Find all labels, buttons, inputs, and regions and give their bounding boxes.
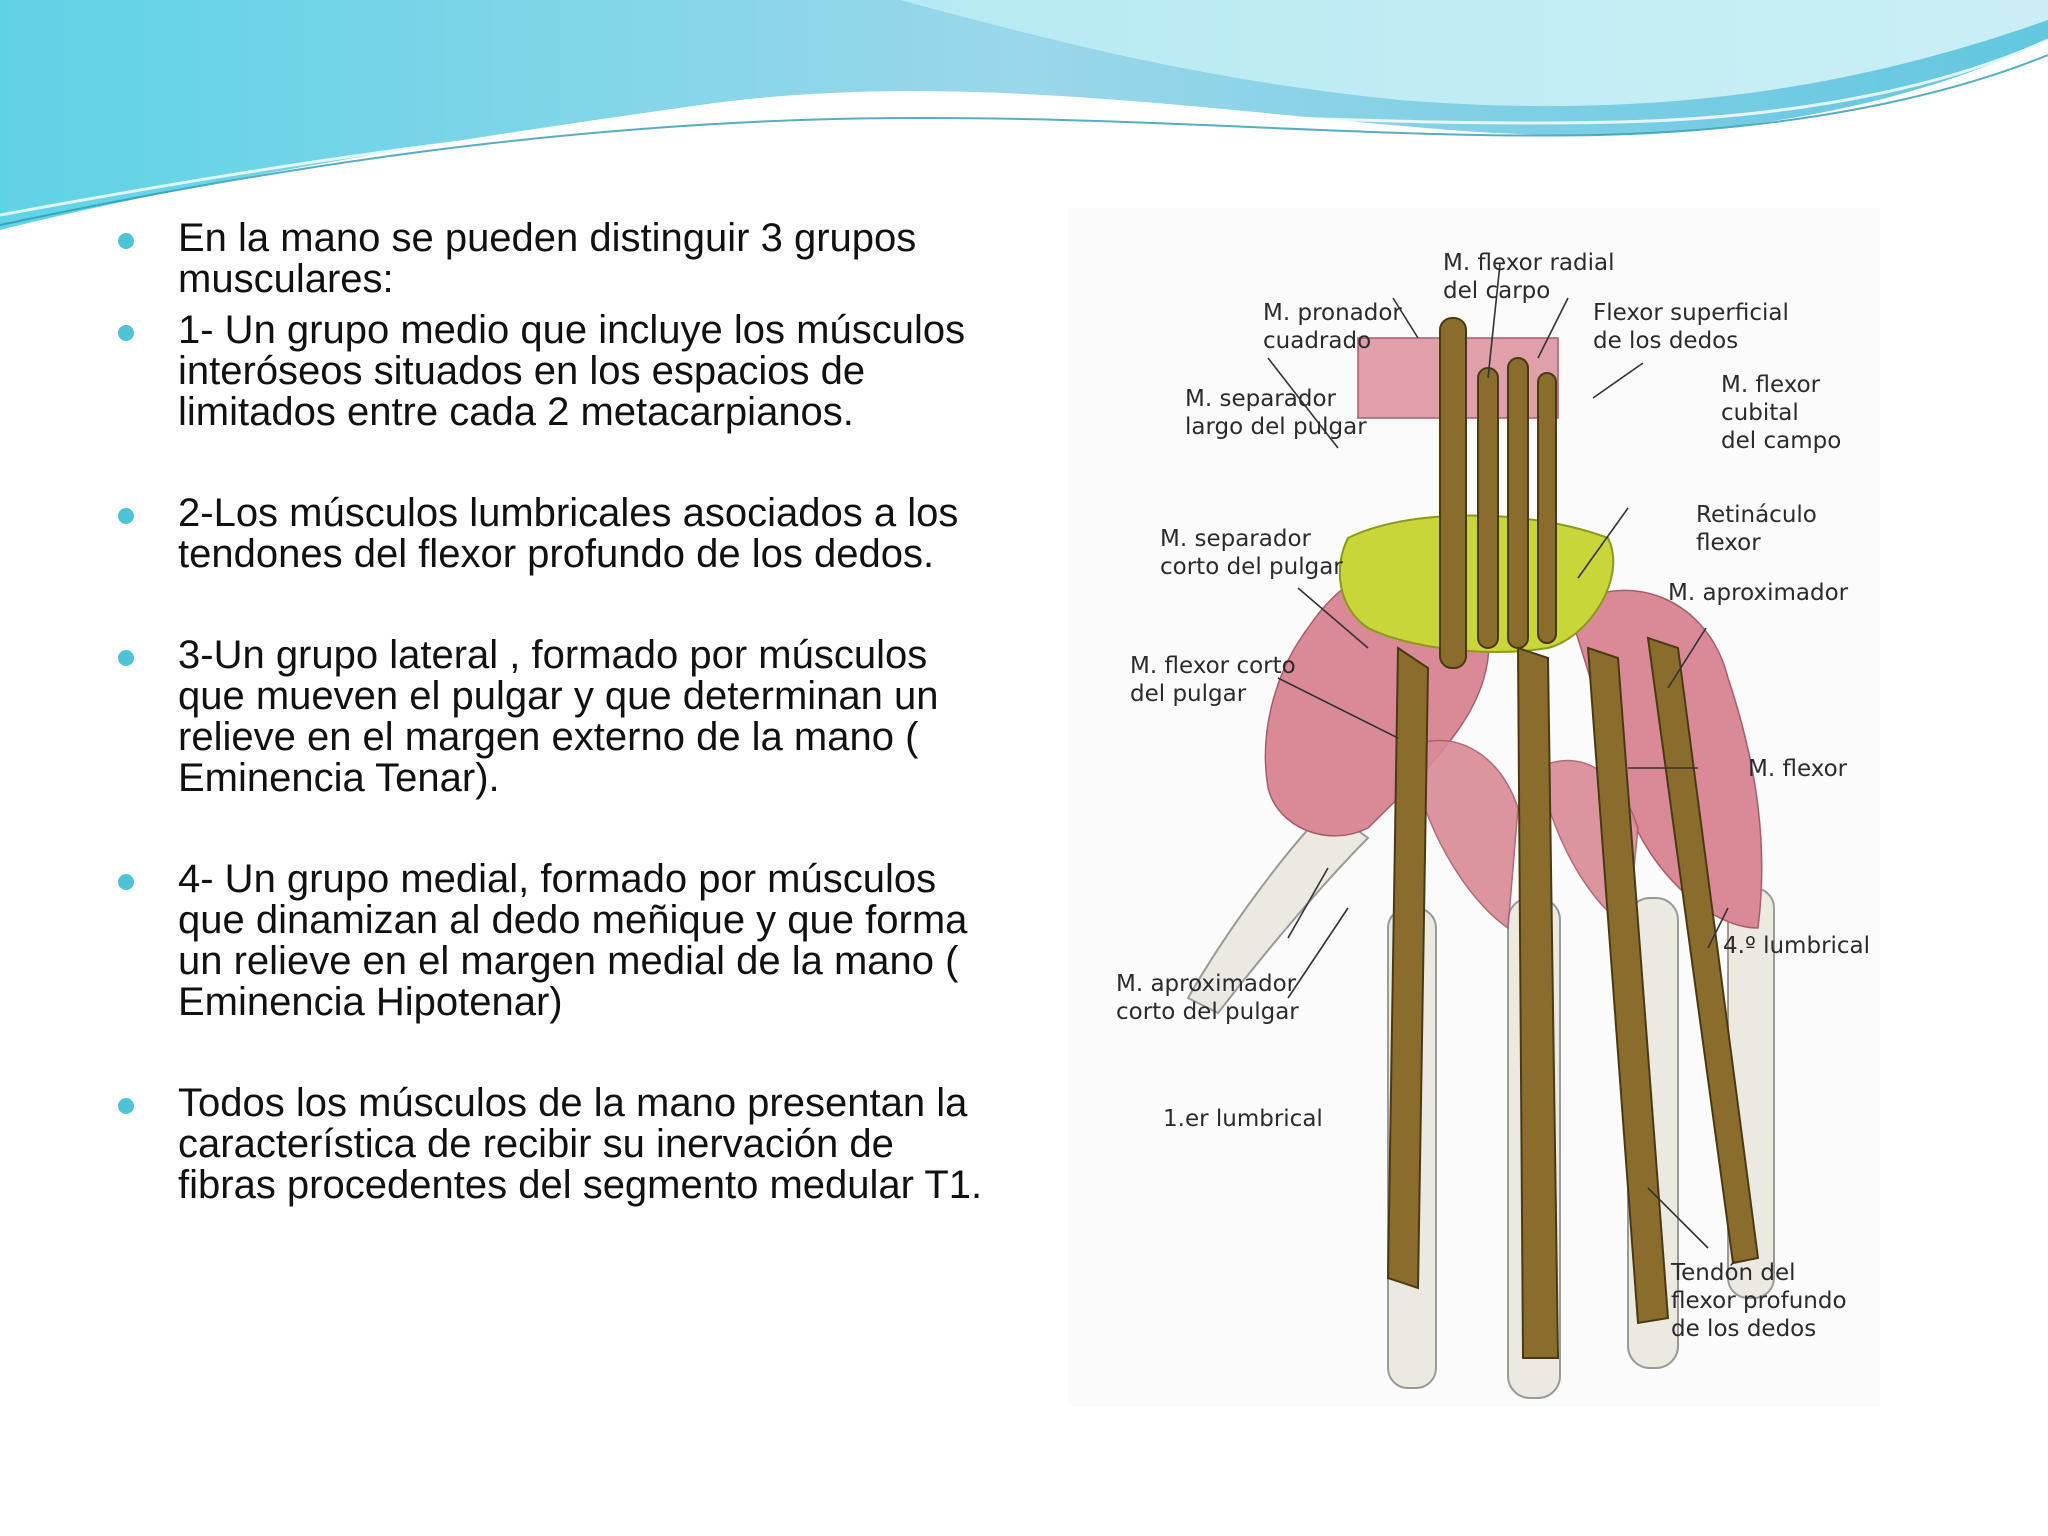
label-lumbrical1: 1.er lumbrical	[1163, 1106, 1323, 1132]
bullet-text: 1- Un grupo medio que incluye los músculos interóseos situados en los espacios de limitados entre cada 2 metacarpianos.	[178, 308, 966, 434]
label-aproximador: M. aproximador	[1668, 580, 1849, 606]
bullet-item	[118, 493, 998, 575]
bullet-dot-icon	[118, 325, 134, 341]
label-tendon: Tendón del flexor profundo de los dedos	[1671, 1260, 1847, 1342]
label-separador-corto: M. separador corto del pulgar	[1160, 526, 1343, 580]
label-pronador: M. pronador cuadrado	[1263, 300, 1402, 354]
bullet-item	[118, 1083, 998, 1206]
label-separador-largo: M. separador largo del pulgar	[1185, 386, 1367, 440]
bullet-item	[118, 310, 998, 433]
bullet-dot-icon	[118, 650, 134, 666]
header-wave-decoration	[0, 0, 2048, 240]
bullet-text: 3-Un grupo lateral , formado por músculos que mueven el pulgar y que determinan un relieve en el margen externo de la mano ( Eminencia Tenar).	[178, 633, 939, 800]
label-flexor-superficial: Flexor superficial de los dedos	[1593, 300, 1789, 354]
label-retinaculo: Retináculo flexor	[1696, 502, 1817, 556]
hand-anatomy-drawing	[1068, 208, 1880, 1406]
label-flexor: M. flexor	[1748, 756, 1848, 782]
bullet-item	[118, 218, 998, 300]
bullet-dot-icon	[118, 508, 134, 524]
bullet-text: En la mano se pueden distinguir 3 grupos musculares:	[178, 216, 917, 301]
label-aproximador-corto: M. aproximador corto del pulgar	[1116, 971, 1299, 1025]
bullet-item	[118, 635, 998, 799]
hand-muscles-illustration	[1068, 208, 1880, 1406]
label-flexor-radial: M. flexor radial del carpo	[1443, 250, 1615, 304]
bullet-dot-icon	[118, 874, 134, 890]
bullet-list	[118, 218, 998, 1206]
label-flexor-corto: M. flexor corto del pulgar	[1130, 653, 1296, 707]
bullet-dot-icon	[118, 233, 134, 249]
label-lumbrical4: 4.º lumbrical	[1723, 933, 1871, 959]
label-flexor-cubital: M. flexor cubital del campo	[1721, 372, 1842, 454]
bullet-text: 4- Un grupo medial, formado por músculos que dinamizan al dedo meñique y que forma un relieve en el margen medial de la mano ( Eminencia Hipotenar)	[178, 857, 968, 1024]
bullet-text: Todos los músculos de la mano presentan la característica de recibir su inervación de fibras procedentes del segmento medular T1.	[178, 1081, 983, 1207]
bullet-item	[118, 859, 998, 1023]
bullet-dot-icon	[118, 1098, 134, 1114]
bullet-text: 2-Los músculos lumbricales asociados a los tendones del flexor profundo de los dedos.	[178, 491, 959, 576]
flexor-retinaculum	[1340, 516, 1614, 652]
